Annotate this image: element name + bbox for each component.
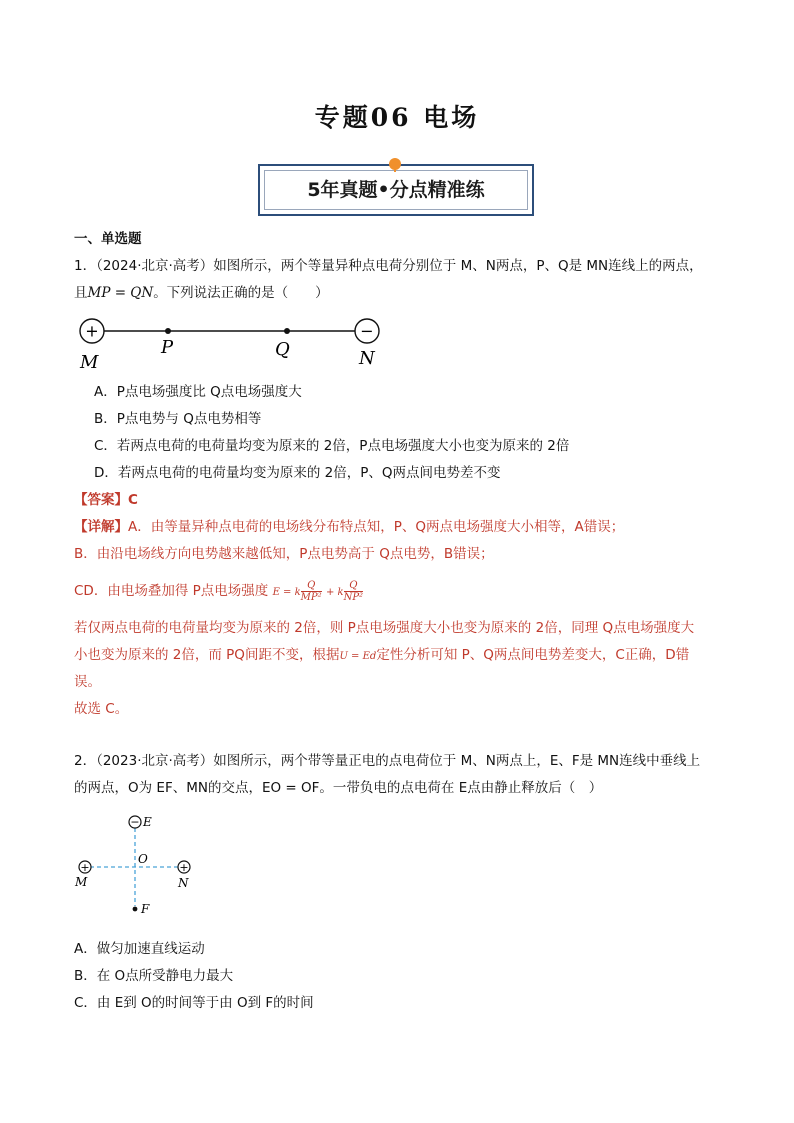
point-p-dot: [165, 328, 171, 334]
q1-left-charge-sign: +: [85, 321, 99, 341]
page-title: 专题06 电场: [314, 103, 480, 132]
eq-fraction-1: [301, 580, 322, 603]
q1-option-b: B．P点电势与 Q点电势相等: [94, 411, 262, 427]
detail-c2-suffix: 定性分析可知 P、Q两点间电势差变大，C正确，D错: [376, 647, 690, 663]
q1-detail-b: B．由沿电场线方向电势越来越低知，P点电势高于 Q点电势，B错误；: [74, 546, 494, 562]
q1-right-charge-sign: −: [360, 321, 374, 341]
banner-frame: [258, 164, 534, 216]
q1-figure: [72, 312, 392, 374]
label-p: P: [161, 337, 174, 358]
q2-stem-line2: 的两点，O为 EF、MN的交点，EO = OF。一带负电的点电荷在 E点由静止释放后（ ）: [74, 780, 603, 796]
q1-detail-c2: [74, 646, 689, 666]
section-banner: [258, 158, 534, 216]
eq-den-2: NP²: [343, 591, 364, 603]
detail-label: 【详解】: [74, 519, 128, 535]
q2-option-a: A．做匀加速直线运动: [74, 941, 205, 957]
label-e: E: [143, 815, 152, 829]
detail-c2-prefix: 小也变为原来的 2倍，而 PQ间距不变，根据: [74, 647, 340, 663]
q1-detail-c1: 若仅两点电荷的电荷量均变为原来的 2倍，则 P点电场强度大小也变为原来的 2倍，同理 Q点电场强度大: [74, 620, 695, 636]
eq-num-1: Q: [301, 580, 322, 592]
q1-option-d: D．若两点电荷的电荷量均变为原来的 2倍，P、Q两点间电势差不变: [94, 465, 501, 481]
banner-dot-icon: [389, 158, 401, 170]
label-o: O: [138, 852, 148, 866]
answer-label: 【答案】: [74, 492, 128, 508]
q1-detail-c3: 误。: [74, 674, 101, 690]
q2-figure: [72, 810, 202, 922]
q2-right-charge-sign: +: [179, 861, 189, 874]
eq-mid: + k: [325, 587, 344, 598]
label-n: N: [359, 348, 375, 369]
q2-option-c: C．由 E到 O的时间等于由 O到 F的时间: [74, 995, 314, 1011]
detail-cd-text: CD．由电场叠加得 P点电场强度: [74, 583, 269, 599]
label-m: M: [80, 352, 99, 373]
q2-left-charge-sign: +: [80, 861, 90, 874]
point-f-dot: [133, 907, 138, 912]
q1-stem-prefix: 且: [74, 285, 88, 301]
point-q-dot: [284, 328, 290, 334]
q1-stem-line2: [74, 284, 329, 302]
label-f: F: [141, 902, 150, 916]
q2-top-charge-sign: −: [130, 815, 140, 829]
q1-detail-cd: [74, 578, 363, 606]
q2-option-b: B．在 O点所受静电力最大: [74, 968, 234, 984]
q1-stem-equation: MP = QN: [87, 285, 154, 301]
detail-a-text: A．由等量异种点电荷的电场线分布特点知，P、Q两点电场强度大小相等，A错误；: [128, 519, 625, 535]
q1-conclusion: 故选 C。: [74, 701, 129, 717]
q1-answer: [74, 491, 138, 509]
eq-fraction-2: [344, 580, 364, 603]
label-n: N: [178, 876, 189, 890]
q1-option-c: C．若两点电荷的电荷量均变为原来的 2倍，P点电场强度大小也变为原来的 2倍: [94, 438, 570, 454]
eq-den-1: MP²: [300, 591, 322, 603]
q2-stem-line1: 2．（2023·北京·高考）如图所示，两个带等量正电的点电荷位于 M、N两点上，E、F是 MN连线中垂线上: [74, 753, 701, 769]
section-heading: 一、单选题: [74, 231, 142, 247]
q1-stem-line1: 1．（2024·北京·高考）如图所示，两个等量异种点电荷分别位于 M、N两点，P、Q是 MN连线上的两点，: [74, 258, 703, 274]
q1-stem-suffix: 。下列说法正确的是（ ）: [153, 285, 329, 301]
eq-num-2: Q: [344, 580, 364, 592]
banner-label: 5年真题•分点精准练: [264, 170, 528, 210]
detail-c2-equation: U = Ed: [339, 651, 377, 662]
label-m: M: [75, 875, 88, 889]
q1-option-a: A．P点电场强度比 Q点电场强度大: [94, 384, 302, 400]
eq-lhs: E = k: [272, 587, 301, 598]
answer-value: C: [128, 492, 138, 508]
q1-detail-a: [74, 518, 624, 536]
label-q: Q: [275, 339, 290, 360]
